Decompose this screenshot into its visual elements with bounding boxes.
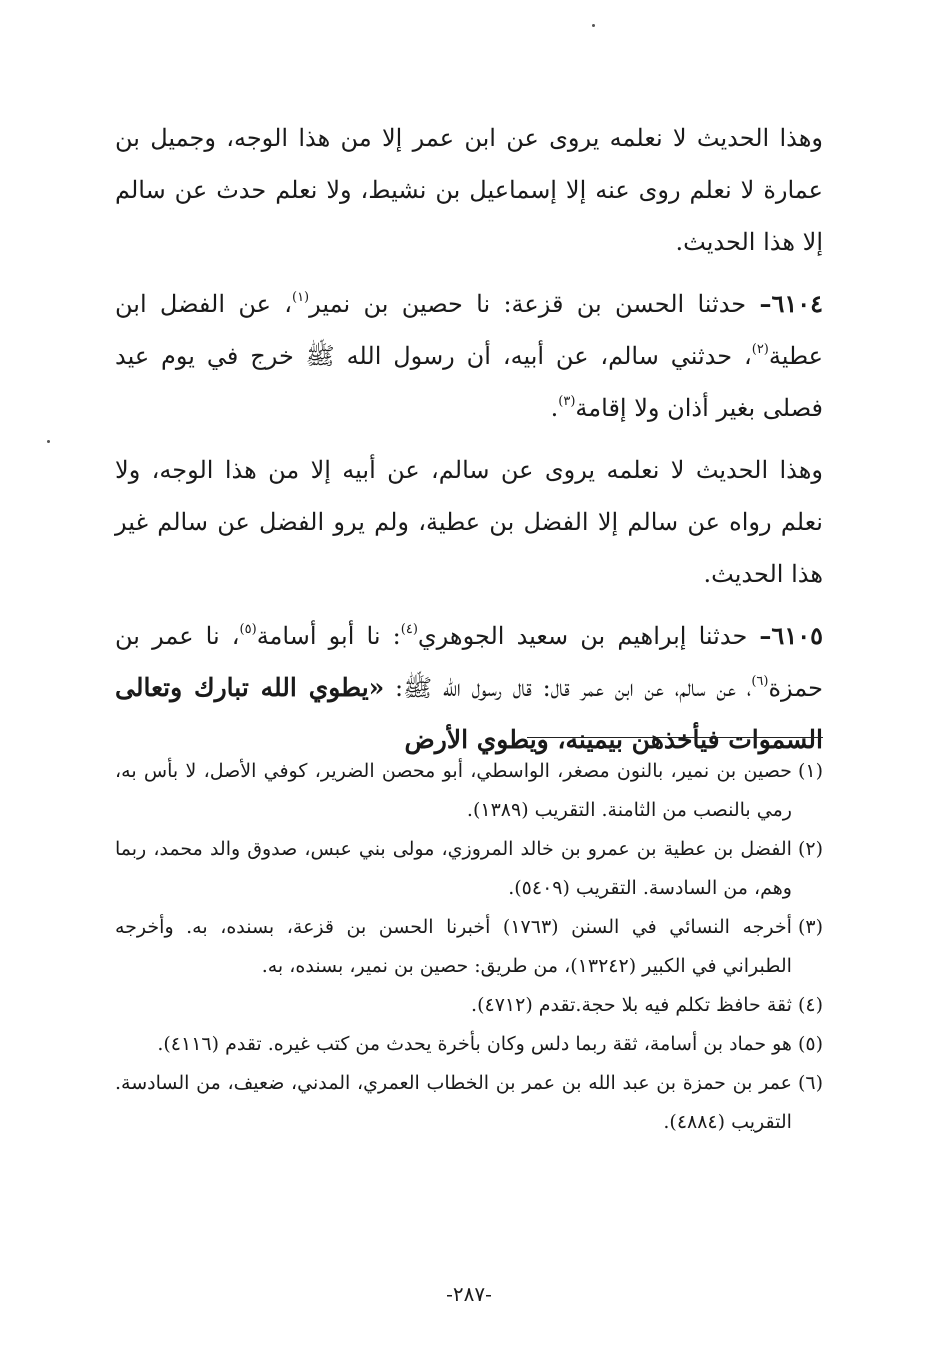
paragraph-1: وهذا الحديث لا نعلمه يروى عن ابن عمر إلا من هذا الوجه، وجميل بن عمارة لا نعلم روى عنه إلا إسماعيل بن نشيط، ولا نعلم حدث عن سالم إلا هذا الحديث.: [115, 124, 823, 256]
footnote-text: حصين بن نمير، بالنون مصغر، الواسطي، أبو محصن الضرير، كوفي الأصل، لا بأس به، رمي بالنصب من الثامنة. التقريب (١٣٨٩).: [115, 760, 792, 821]
footnote-6: [115, 1064, 823, 1142]
footnote-text: عمر بن حمزة بن عبد الله بن عمر بن الخطاب العمري، المدني، ضعيف، من السادسة. التقريب (٤٨٨٤).: [115, 1072, 792, 1133]
footnote-ref[interactable]: (٢): [751, 342, 769, 357]
hadith-6104: [115, 278, 823, 434]
hadith-matn: «يطوي الله تبارك وتعالى السموات فيأخذهن بيمينه، ويطوي الأرض: [115, 673, 823, 754]
scan-speck: [592, 24, 595, 27]
footnote-ref[interactable]: (١): [291, 290, 310, 305]
footnote-mark: (٥): [797, 1033, 823, 1055]
hadith-text: حدثنا إبراهيم بن سعيد الجوهري: [417, 622, 760, 650]
hadith-text: ، حدثني سالم، عن أبيه، أن رسول الله ﷺ خرج في يوم عيد فصلى بغير أذان ولا إقامة: [115, 342, 823, 422]
hadith-text: .: [550, 394, 559, 422]
footnote-text: الفضل بن عطية بن عمرو بن خالد المروزي، مولى بني عبس، صدوق والد محمد، ربما وهم، من السادسة. التقريب (٥٤٠٩).: [115, 838, 792, 899]
hadith-dash: –: [759, 289, 772, 318]
footnote-mark: (٤): [797, 994, 823, 1016]
footnote-5: [115, 1025, 823, 1064]
footnote-mark: (٢): [797, 838, 823, 860]
footnote-ref[interactable]: (٤): [400, 622, 418, 637]
hadith-text: ، نا عمر بن حمزة: [115, 622, 823, 702]
footnote-1: [115, 752, 823, 830]
main-text: [115, 112, 823, 766]
footnote-ref[interactable]: (٣): [558, 394, 576, 409]
hadith-text: : نا أبو أسامة: [256, 622, 401, 650]
hadith-6105: [115, 610, 823, 766]
footnote-4: [115, 986, 823, 1025]
page-number: -٢٨٧-: [446, 1282, 492, 1306]
paragraph-3: وهذا الحديث لا نعلمه يروى عن سالم، عن أبيه إلا من هذا الوجه، ولا نعلم رواه عن سالم إلا الفضل بن عطية، ولم يرو الفضل عن سالم غير هذا الحديث.: [115, 456, 823, 588]
footnote-3: [115, 908, 823, 986]
footnote-mark: (٦): [797, 1072, 823, 1094]
footnote-mark: (٣): [797, 916, 823, 938]
footnote-text: هو حماد بن أسامة، ثقة ربما دلس وكان بأخرة يحدث من كتب غيره. تقدم (٤١١٦).: [157, 1033, 792, 1055]
footnotes: [115, 752, 823, 1142]
footnote-mark: (١): [797, 760, 823, 782]
hadith-dash: –: [759, 621, 772, 650]
hadith-number: ٦١٠٤: [771, 289, 824, 318]
footnote-ref[interactable]: (٦): [751, 674, 769, 689]
footnote-text: أخرجه النسائي في السنن (١٧٦٣) أخبرنا الحسن بن قزعة، بسنده، به. وأخرجه الطبراني في الكبير (١٣٢٤٢)، من طريق: حصين بن نمير، بسنده، به.: [115, 916, 792, 977]
hadith-number: ٦١٠٥: [771, 621, 823, 650]
hadith-text: ، عن سالم، عن ابن عمر قال: قال رسول الله ﷺ:: [395, 674, 752, 702]
footnote-2: [115, 830, 823, 908]
footnote-text: ثقة حافظ تكلم فيه بلا حجة.تقدم (٤٧١٢).: [471, 994, 792, 1016]
footnote-ref[interactable]: (٥): [239, 622, 257, 637]
hadith-text: حدثنا الحسن بن قزعة: نا حصين بن نمير: [309, 290, 760, 318]
hadith-text: ، عن الفضل ابن عطية: [115, 290, 823, 370]
scan-speck: [47, 440, 50, 443]
footnote-separator: [527, 737, 823, 738]
